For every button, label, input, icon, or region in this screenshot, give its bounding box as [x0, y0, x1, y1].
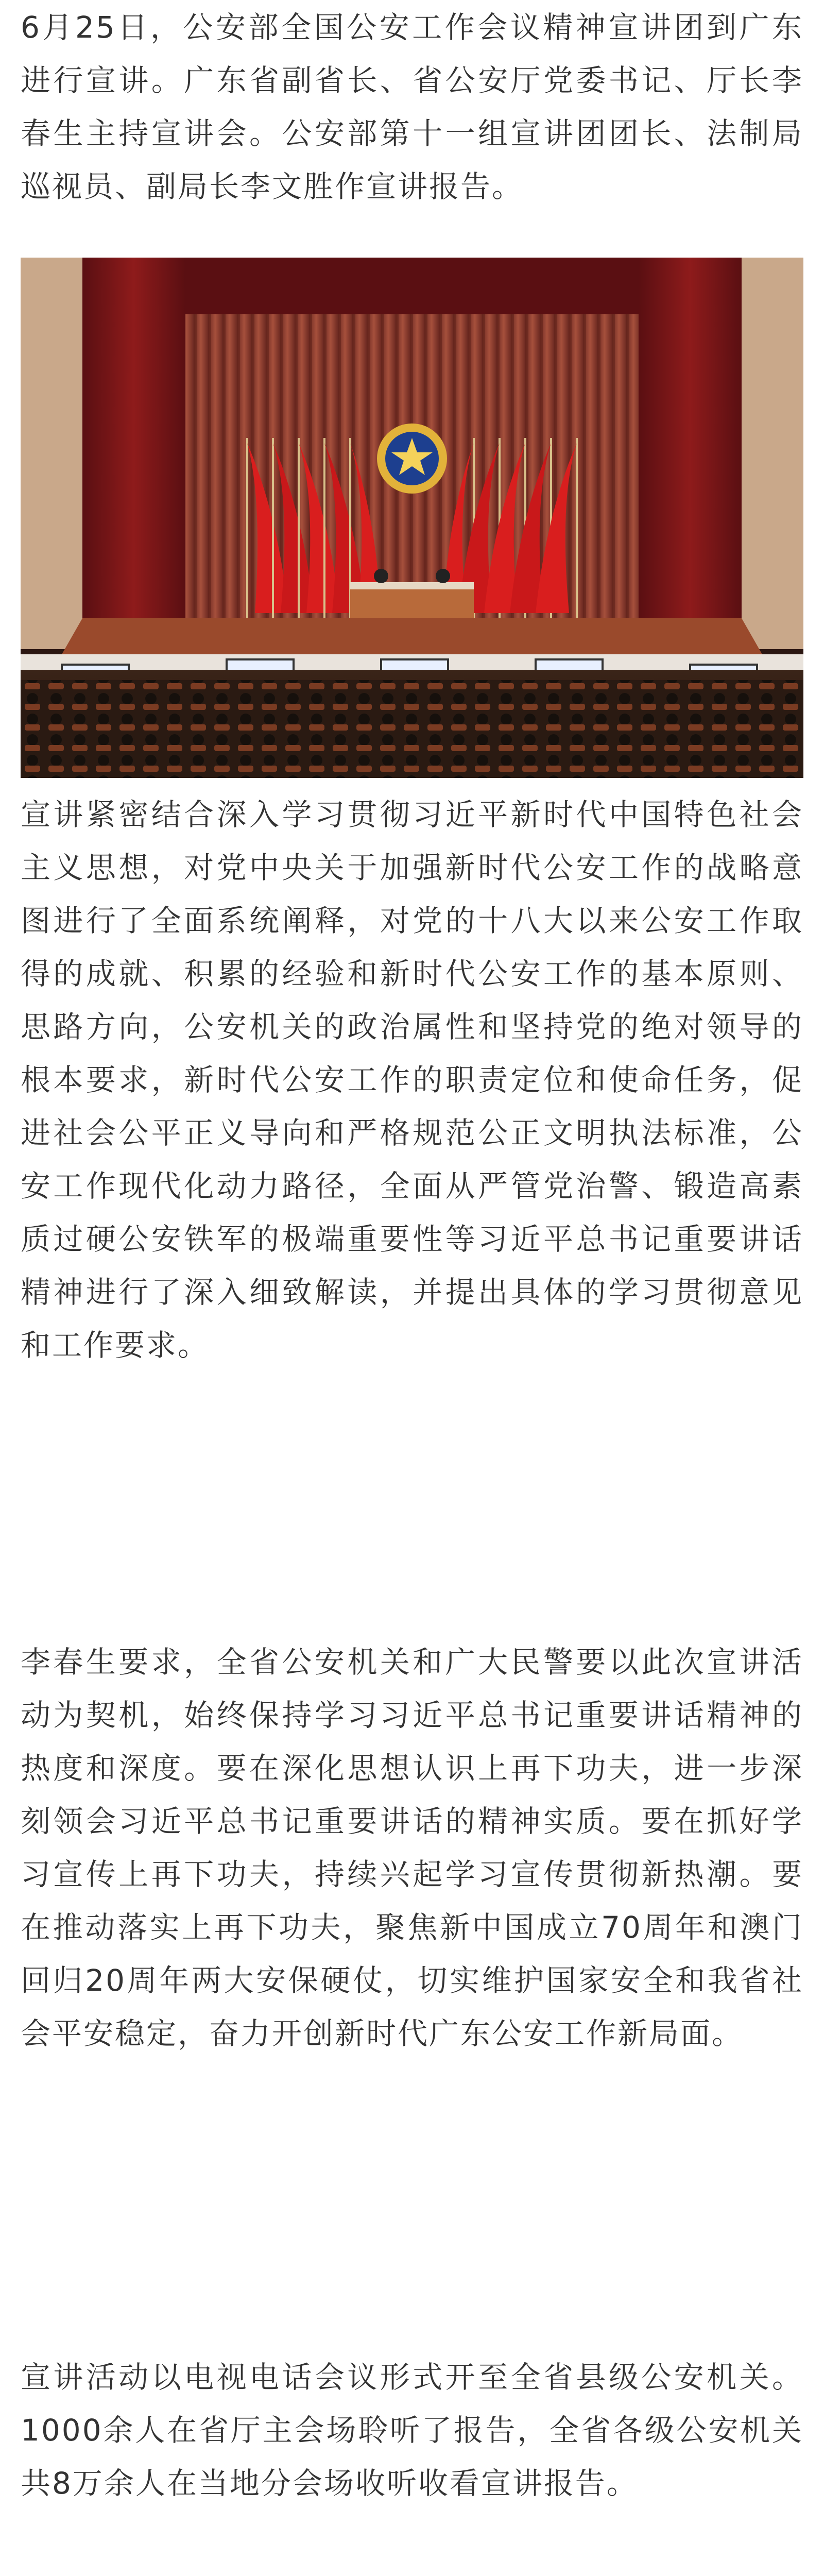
paragraph-summary: 宣讲活动以电视电话会议形式开至全省县级公安机关。1000余人在省厅主会场聆听了报告，全省各级公安机关共8万余人在当地分会场收听收看宣讲报告。 — [21, 2360, 803, 2501]
audience-seats — [21, 680, 803, 778]
paragraph-intro: 6月25日，公安部全国公安工作会议精神宣讲团到广东进行宣讲。广东省副省长、省公安厅党委书记、厅长李春生主持宣讲会。公安部第十一组宣讲团团长、法制局巡视员、副局长李文胜作宣讲报告。 — [21, 10, 803, 204]
conference-hall-photo — [21, 258, 803, 778]
left-wall-icon — [21, 258, 82, 649]
paragraph-content: 宣讲紧密结合深入学习贯彻习近平新时代中国特色社会主义思想，对党中央关于加强新时代公安工作的战略意图进行了全面系统阐释，对党的十八大以来公安工作取得的成就、积累的经验和新时代公安工作的基本原则、思路方向，公安机关的政治属性和坚持党的绝对领导的根本要求，新时代公安工作的职责定位和使命任务，促进社会公平正义导向和严格规范公正文明执法标准，公安工作现代化动力路径，全面从严管党治警、锻造高素质过硬公安铁军的极端重要性等习近平总书记重要讲话精神进行了深入细致解读，并提出具体的学习贯彻意见和工作要求。 — [21, 797, 803, 1363]
right-wall-icon — [742, 258, 803, 649]
stage-floor — [62, 618, 762, 654]
paragraph-requirements: 李春生要求，全省公安机关和广大民警要以此次宣讲活动为契机，始终保持学习习近平总书记重要讲话精神的热度和深度。要在深化思想认识上再下功夫，进一步深刻领会习近平总书记重要讲话的精神实质。要在抓好学习宣传上再下功夫，持续兴起学习宣传贯彻新热潮。要在推动落实上再下功夫，聚焦新中国成立70周年和澳门回归20周年两大安保硬仗，切实维护国家安全和我省社会平安稳定，奋力开创新时代广东公安工作新局面。 — [21, 1645, 803, 2051]
police-emblem-icon — [377, 423, 447, 494]
